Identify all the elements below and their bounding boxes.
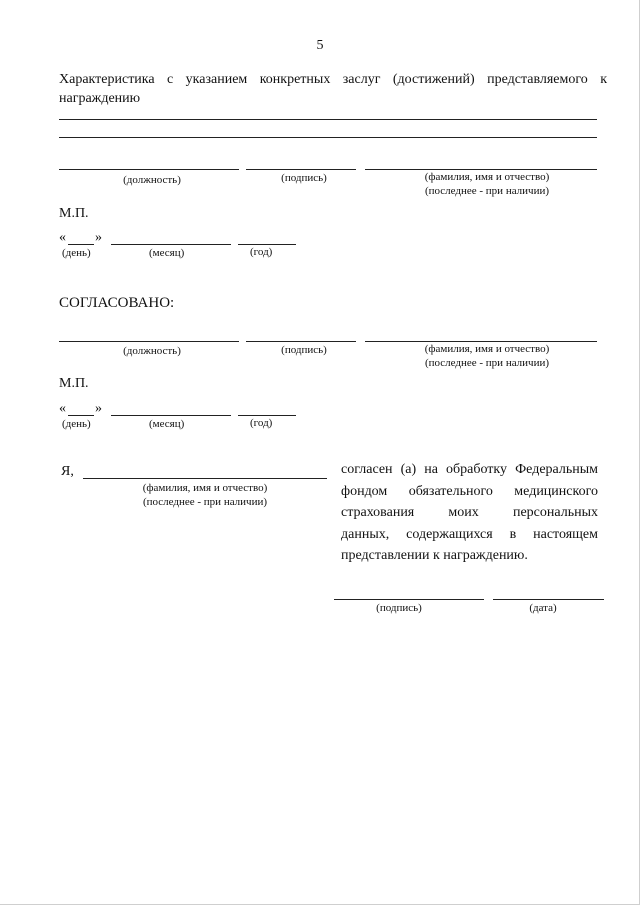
consent-text-line: согласен (а) на обработку Федеральным xyxy=(341,462,598,477)
position-line-1[interactable] xyxy=(59,169,239,170)
consent-fio-caption-a: (фамилия, имя и отчество) xyxy=(142,482,268,494)
fio-line-1[interactable] xyxy=(365,169,597,170)
consent-text-line: страхования моих персональных xyxy=(341,505,598,520)
fio-caption-1b: (последнее - при наличии) xyxy=(424,185,550,197)
year-caption-1: (год) xyxy=(250,246,273,258)
day-line-2[interactable] xyxy=(68,415,94,416)
consent-text-line: данных, содержащихся в настоящем xyxy=(341,526,598,542)
date-close-quote-2: » xyxy=(95,401,102,416)
fio-caption-1a: (фамилия, имя и отчество) xyxy=(424,171,550,183)
fio-caption-2a: (фамилия, имя и отчество) xyxy=(424,343,550,355)
consent-signature-line[interactable] xyxy=(334,599,484,600)
signature-line-2[interactable] xyxy=(246,341,356,342)
month-line-1[interactable] xyxy=(111,244,231,245)
consent-date-line[interactable] xyxy=(493,599,604,600)
characteristic-fill-line-1[interactable] xyxy=(59,119,597,120)
signature-caption-1: (подпись) xyxy=(281,172,327,184)
position-line-2[interactable] xyxy=(59,341,239,342)
consent-text xyxy=(341,459,598,567)
fio-line-2[interactable] xyxy=(365,341,597,342)
date-open-quote-2: « xyxy=(59,401,66,416)
consent-text-line: представлении к награждению. xyxy=(341,548,528,563)
fio-caption-2b: (последнее - при наличии) xyxy=(424,357,550,369)
consent-fio-line[interactable] xyxy=(83,478,327,479)
position-caption-2: (должность) xyxy=(123,345,181,357)
date-open-quote-1: « xyxy=(59,230,66,245)
month-line-2[interactable] xyxy=(111,415,231,416)
date-close-quote-1: » xyxy=(95,230,102,245)
consent-date-caption: (дата) xyxy=(529,602,557,614)
year-line-1[interactable] xyxy=(238,244,296,245)
day-line-1[interactable] xyxy=(68,244,94,245)
consent-text-line: фондом обязательного медицинского xyxy=(341,483,598,499)
characteristic-title-line-2: награждению xyxy=(59,91,141,106)
page-number: 5 xyxy=(316,38,324,53)
consent-i-label: Я, xyxy=(61,464,74,479)
signature-caption-2: (подпись) xyxy=(281,344,327,356)
signature-line-1[interactable] xyxy=(246,169,356,170)
consent-fio-caption-b: (последнее - при наличии) xyxy=(142,496,268,508)
consent-signature-caption: (подпись) xyxy=(376,602,422,614)
year-line-2[interactable] xyxy=(238,415,296,416)
month-caption-2: (месяц) xyxy=(149,418,185,430)
day-caption-2: (день) xyxy=(62,418,91,430)
characteristic-fill-line-2[interactable] xyxy=(59,137,597,138)
month-caption-1: (месяц) xyxy=(149,247,185,259)
stamp-place-2: М.П. xyxy=(59,376,89,391)
characteristic-title-line-1: Характеристика с указанием конкретных заслуг (достижений) представляемого к xyxy=(59,72,607,87)
position-caption-1: (должность) xyxy=(123,174,181,186)
agreed-heading: СОГЛАСОВАНО: xyxy=(59,295,175,311)
day-caption-1: (день) xyxy=(62,247,91,259)
stamp-place-1: М.П. xyxy=(59,206,89,221)
year-caption-2: (год) xyxy=(250,417,273,429)
